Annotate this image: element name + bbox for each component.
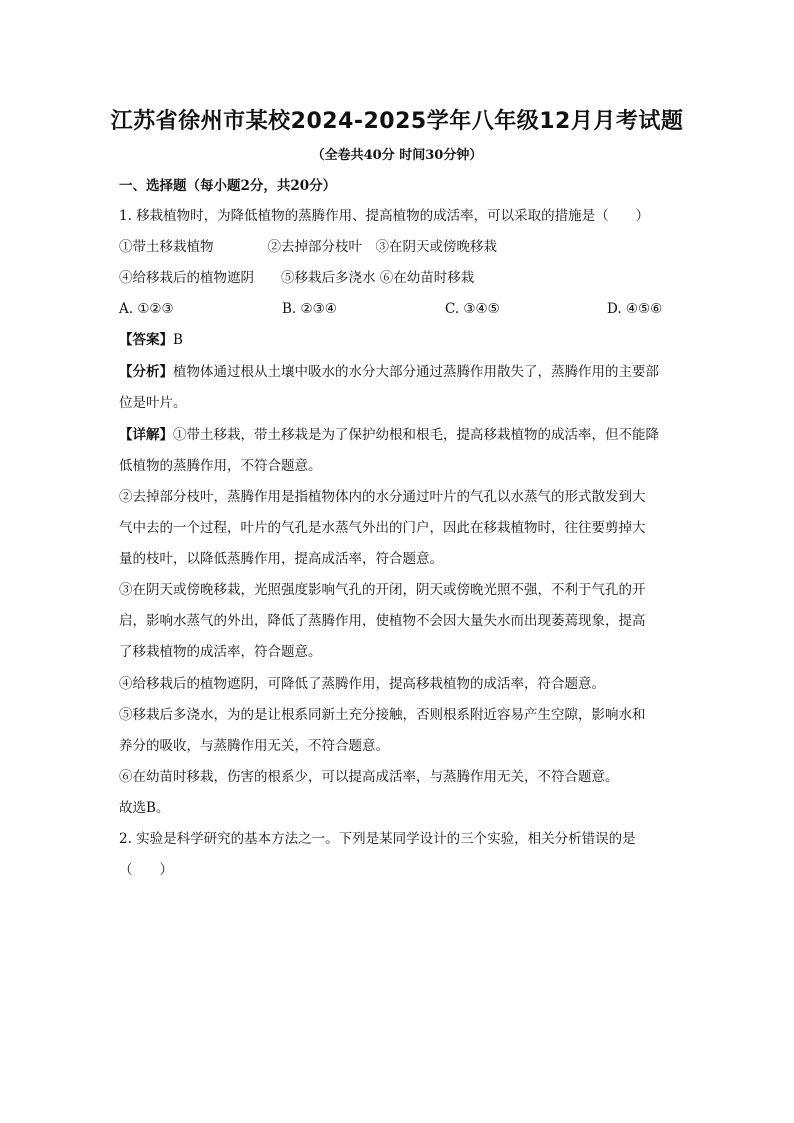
question-1-items-row1: ①带土移栽植物 ②去掉部分枝叶 ③在阴天或傍晚移栽 [119, 239, 497, 255]
exam-subtitle: （全卷共40分 时间30分钟） [311, 148, 483, 163]
detail-2-line-3: 量的枝叶，以降低蒸腾作用，提高成活率，符合题意。 [119, 551, 443, 567]
detail-line-2: 低植物的蒸腾作用，不符合题意。 [119, 458, 322, 474]
analysis-text-1: 植物体通过根从土壤中吸水的水分大部分通过蒸腾作用散失了，蒸腾作用的主要部 [173, 364, 659, 380]
answer-line [119, 330, 183, 350]
detail-6-line-1: ⑥在幼苗时移栽，伤害的根系少，可以提高成活率，与蒸腾作用无关，不符合题意。 [119, 769, 619, 785]
analysis-tag: 【分析】 [119, 364, 173, 380]
conclusion-line: 故选B。 [119, 800, 170, 816]
answer-value: B [173, 332, 183, 348]
detail-3-line-3: 了移栽植物的成活率，符合题意。 [119, 644, 322, 660]
analysis-line-1 [119, 362, 659, 382]
exam-title: 江苏省徐州市某校2024-2025学年八年级12月月考试题 [110, 109, 684, 134]
question-1-stem: 1. 移栽植物时，为降低植物的蒸腾作用、提高植物的成活率，可以采取的措施是（ ） [119, 208, 650, 224]
detail-5-line-1: ⑤移栽后多浇水，为的是让根系同新土充分接触，否则根系附近容易产生空隙，影响水和 [119, 707, 646, 723]
detail-text-1: ①带土移栽，带土移栽是为了保护幼根和根毛，提高移栽植物的成活率，但不能降 [173, 427, 659, 443]
question-2-stem: 2. 实验是科学研究的基本方法之一。下列是某同学设计的三个实验，相关分析错误的是 [119, 831, 636, 847]
analysis-line-2: 位是叶片。 [119, 395, 187, 411]
detail-5-line-2: 养分的吸收，与蒸腾作用无关，不符合题意。 [119, 738, 389, 754]
detail-3-line-1: ③在阴天或傍晚移栽，光照强度影响气孔的开闭，阴天或傍晚光照不强，不利于气孔的开 [119, 582, 646, 598]
question-1-items-row2: ④给移栽后的植物遮阴 ⑤移栽后多浇水 ⑥在幼苗时移栽 [119, 270, 475, 286]
option-d: D. ④⑤⑥ [607, 301, 663, 317]
section-heading: 一、选择题（每小题2分，共20分） [119, 178, 337, 194]
detail-2-line-1: ②去掉部分枝叶，蒸腾作用是指植物体内的水分通过叶片的气孔以水蒸气的形式散发到大 [119, 489, 646, 505]
option-b: B. ②③④ [282, 301, 337, 317]
option-a: A. ①②③ [119, 301, 174, 317]
answer-tag: 【答案】 [119, 332, 173, 348]
option-c: C. ③④⑤ [445, 301, 500, 317]
detail-tag: 【详解】 [119, 427, 173, 443]
question-2-bracket: （ ） [119, 862, 173, 878]
detail-4-line-1: ④给移栽后的植物遮阴，可降低了蒸腾作用，提高移栽植物的成活率，符合题意。 [119, 676, 605, 692]
detail-line-1 [119, 425, 659, 445]
detail-3-line-2: 启，影响水蒸气的外出，降低了蒸腾作用，使植物不会因大量失水而出现萎蔫现象，提高 [119, 613, 646, 629]
detail-2-line-2: 气中去的一个过程，叶片的气孔是水蒸气外出的门户，因此在移栽植物时，往往要剪掉大 [119, 520, 646, 536]
